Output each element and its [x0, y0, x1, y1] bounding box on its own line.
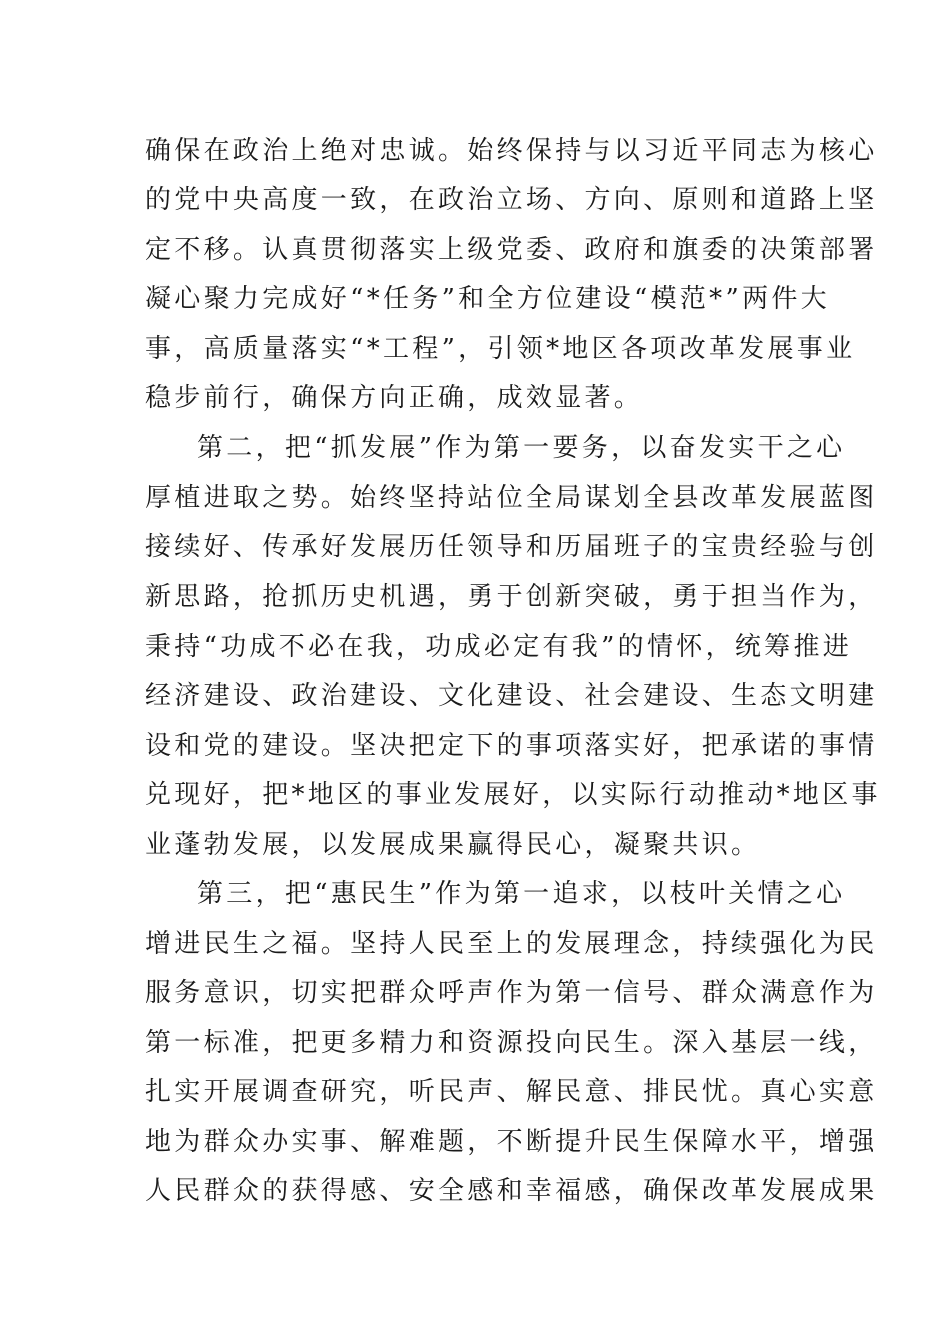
text-line: 凝心聚力完成好“*任务”和全方位建设“模范*”两件大	[145, 284, 830, 314]
text-line: 接续好、传承好发展历任领导和历届班子的宝贵经验与创	[145, 532, 878, 562]
text-line: 第一标准，把更多精力和资源投向民生。深入基层一线，	[145, 1028, 878, 1058]
text-line: 设和党的建设。坚决把定下的事项落实好，把承诺的事情	[145, 731, 878, 761]
text-line: 兑现好，把*地区的事业发展好，以实际行动推动*地区事	[145, 780, 881, 810]
paragraph-start-line: 第二，把“抓发展”作为第一要务，以奋发实干之心	[197, 433, 846, 463]
text-line: 定不移。认真贯彻落实上级党委、政府和旗委的决策部署	[145, 235, 878, 265]
text-line: 服务意识，切实把群众呼声作为第一信号、群众满意作为	[145, 978, 878, 1008]
text-line: 秉持“功成不必在我，功成必定有我”的情怀，统筹推进	[145, 632, 853, 662]
text-line: 事，高质量落实“*工程”，引领*地区各项改革发展事业	[145, 334, 856, 364]
text-line: 扎实开展调查研究，听民声、解民意、排民忧。真心实意	[145, 1077, 878, 1107]
text-line: 地为群众办实事、解难题，不断提升民生保障水平，增强	[145, 1127, 878, 1157]
text-line: 厚植进取之势。始终坚持站位全局谋划全县改革发展蓝图	[145, 483, 878, 513]
text-line: 业蓬勃发展，以发展成果赢得民心，凝聚共识。	[145, 830, 761, 860]
text-line: 经济建设、政治建设、文化建设、社会建设、生态文明建	[145, 681, 878, 711]
text-line: 确保在政治上绝对忠诚。始终保持与以习近平同志为核心	[145, 136, 878, 166]
text-line: 增进民生之福。坚持人民至上的发展理念，持续强化为民	[145, 929, 878, 959]
text-line: 新思路，抢抓历史机遇，勇于创新突破，勇于担当作为，	[145, 582, 878, 612]
text-line: 人民群众的获得感、安全感和幸福感，确保改革发展成果	[145, 1176, 878, 1206]
text-line: 稳步前行，确保方向正确，成效显著。	[145, 383, 644, 413]
text-line: 的党中央高度一致，在政治立场、方向、原则和道路上坚	[145, 185, 878, 215]
paragraph-start-line: 第三，把“惠民生”作为第一追求，以枝叶关情之心	[197, 879, 846, 909]
